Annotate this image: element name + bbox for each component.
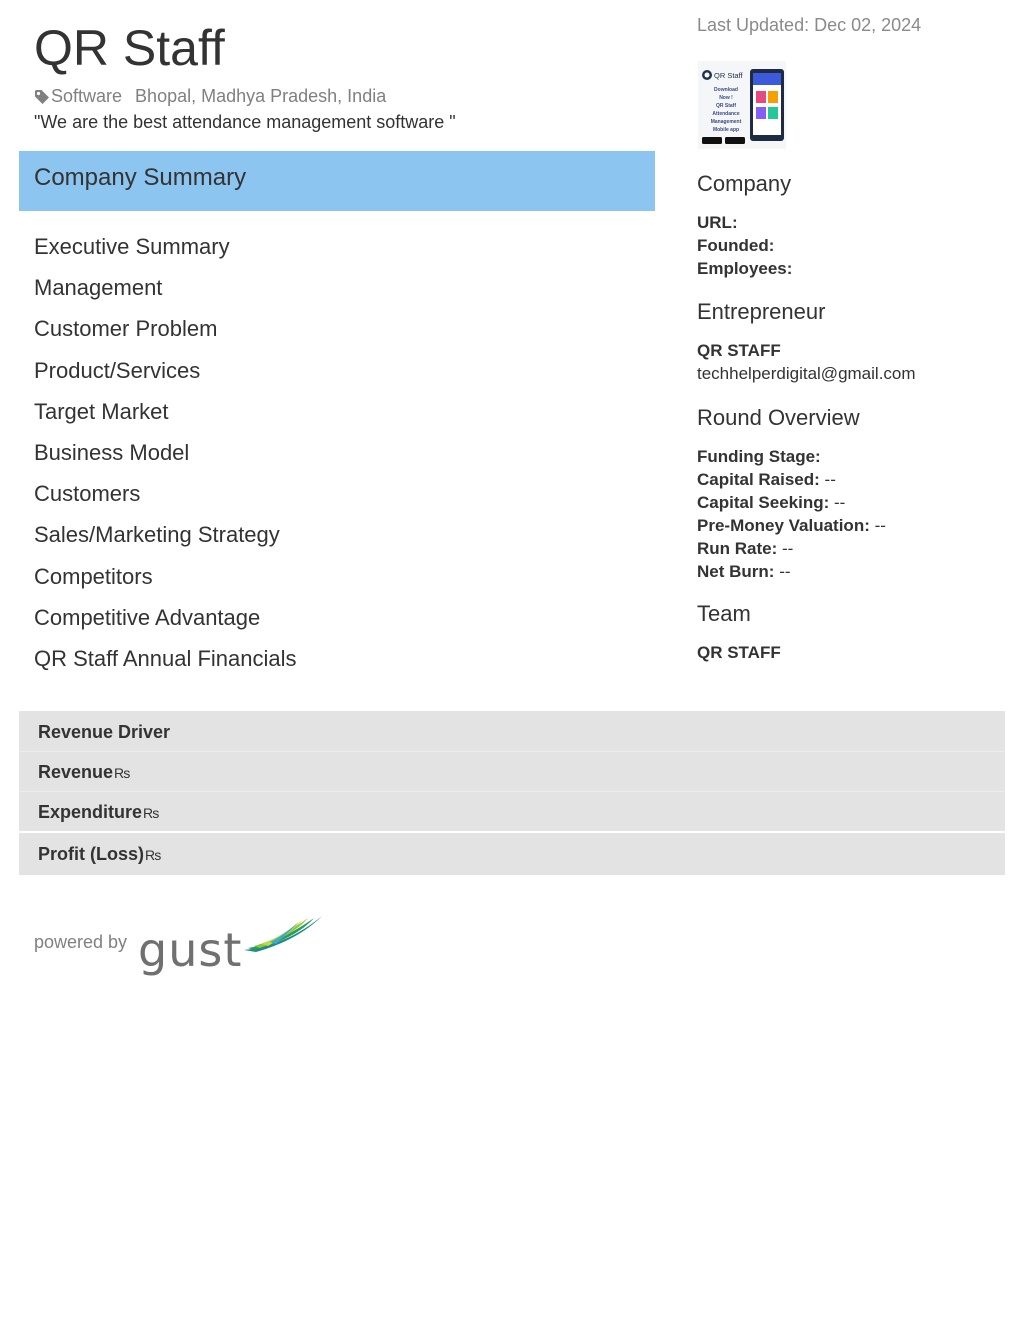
company-heading: Company <box>697 171 792 196</box>
pre-money-valuation-label: Pre-Money Valuation: <box>697 516 870 535</box>
run-rate-value: -- <box>782 539 794 558</box>
gust-logo-text: gust <box>138 923 243 977</box>
currency-label: ₨ <box>143 805 160 821</box>
currency-label: ₨ <box>114 765 131 781</box>
tagline: "We are the best attendance management software " <box>34 112 456 132</box>
entrepreneur-heading: Entrepreneur <box>697 299 826 324</box>
entrepreneur-section <box>697 299 1007 385</box>
capital-seeking-value: -- <box>834 493 846 512</box>
round-overview-section <box>697 405 1007 583</box>
company-logo <box>698 61 786 149</box>
svg-text:Now !: Now ! <box>719 95 733 101</box>
entrepreneur-name: QR STAFF <box>697 341 781 360</box>
capital-raised-label: Capital Raised: <box>697 470 820 489</box>
employees-label: Employees: <box>697 259 793 278</box>
entrepreneur-email[interactable]: techhelperdigital@gmail.com <box>697 364 916 383</box>
svg-text:Download: Download <box>714 87 738 93</box>
round-overview-heading: Round Overview <box>697 405 860 430</box>
revenue-label: Revenue₨ <box>38 762 131 782</box>
tag-icon <box>34 89 50 105</box>
net-burn-label: Net Burn: <box>697 562 775 581</box>
svg-text:QR Staff: QR Staff <box>716 103 736 109</box>
team-section <box>697 601 1007 664</box>
pre-money-valuation-value: -- <box>874 516 886 535</box>
revenue-driver-label: Revenue Driver <box>38 722 171 742</box>
table-row <box>19 751 1005 792</box>
nav-competitive-advantage[interactable]: Competitive Advantage <box>34 604 261 630</box>
nav-business-model[interactable]: Business Model <box>34 439 190 465</box>
company-summary-tab[interactable] <box>19 151 655 211</box>
team-member-name: QR STAFF <box>697 643 781 662</box>
svg-text:Management: Management <box>710 119 742 125</box>
location-label: Bhopal, Madhya Pradesh, India <box>135 86 387 106</box>
section-nav <box>34 231 634 684</box>
svg-text:Attendance: Attendance <box>712 111 740 117</box>
run-rate-label: Run Rate: <box>697 539 778 558</box>
last-updated: Last Updated: Dec 02, 2024 <box>697 15 922 35</box>
category-label[interactable]: Software <box>51 86 123 106</box>
table-row <box>19 833 1005 875</box>
nav-target-market[interactable]: Target Market <box>34 398 169 424</box>
powered-by-label: powered by <box>34 932 128 952</box>
net-burn-value: -- <box>779 562 791 581</box>
nav-customer-problem[interactable]: Customer Problem <box>34 316 218 342</box>
table-row <box>19 791 1005 833</box>
capital-seeking-label: Capital Seeking: <box>697 493 830 512</box>
logo-brand-text: QR Staff <box>714 71 743 80</box>
table-row <box>19 711 1005 752</box>
company-section <box>697 171 1007 280</box>
company-summary-label: Company Summary <box>34 164 247 191</box>
nav-sales-marketing-strategy[interactable]: Sales/Marketing Strategy <box>34 522 280 548</box>
svg-text:Mobile app: Mobile app <box>712 127 740 133</box>
founded-label: Founded: <box>697 236 775 255</box>
funding-stage-label: Funding Stage: <box>697 447 821 466</box>
nav-annual-financials[interactable]: QR Staff Annual Financials <box>34 645 297 671</box>
nav-product-services[interactable]: Product/Services <box>34 357 201 383</box>
nav-customers[interactable]: Customers <box>34 481 141 507</box>
nav-executive-summary[interactable]: Executive Summary <box>34 234 230 259</box>
financials-table <box>19 711 1005 875</box>
currency-label: ₨ <box>145 847 162 863</box>
capital-raised-value: -- <box>824 470 836 489</box>
nav-management[interactable]: Management <box>34 275 163 301</box>
profit-loss-label: Profit (Loss)₨ <box>38 844 162 864</box>
page-title: QR Staff <box>34 20 225 76</box>
expenditure-label: Expenditure₨ <box>38 802 160 822</box>
nav-competitors[interactable]: Competitors <box>34 563 153 589</box>
company-meta <box>34 86 386 107</box>
team-heading: Team <box>697 601 751 626</box>
url-label: URL: <box>697 213 738 232</box>
gust-logo[interactable] <box>136 908 326 978</box>
